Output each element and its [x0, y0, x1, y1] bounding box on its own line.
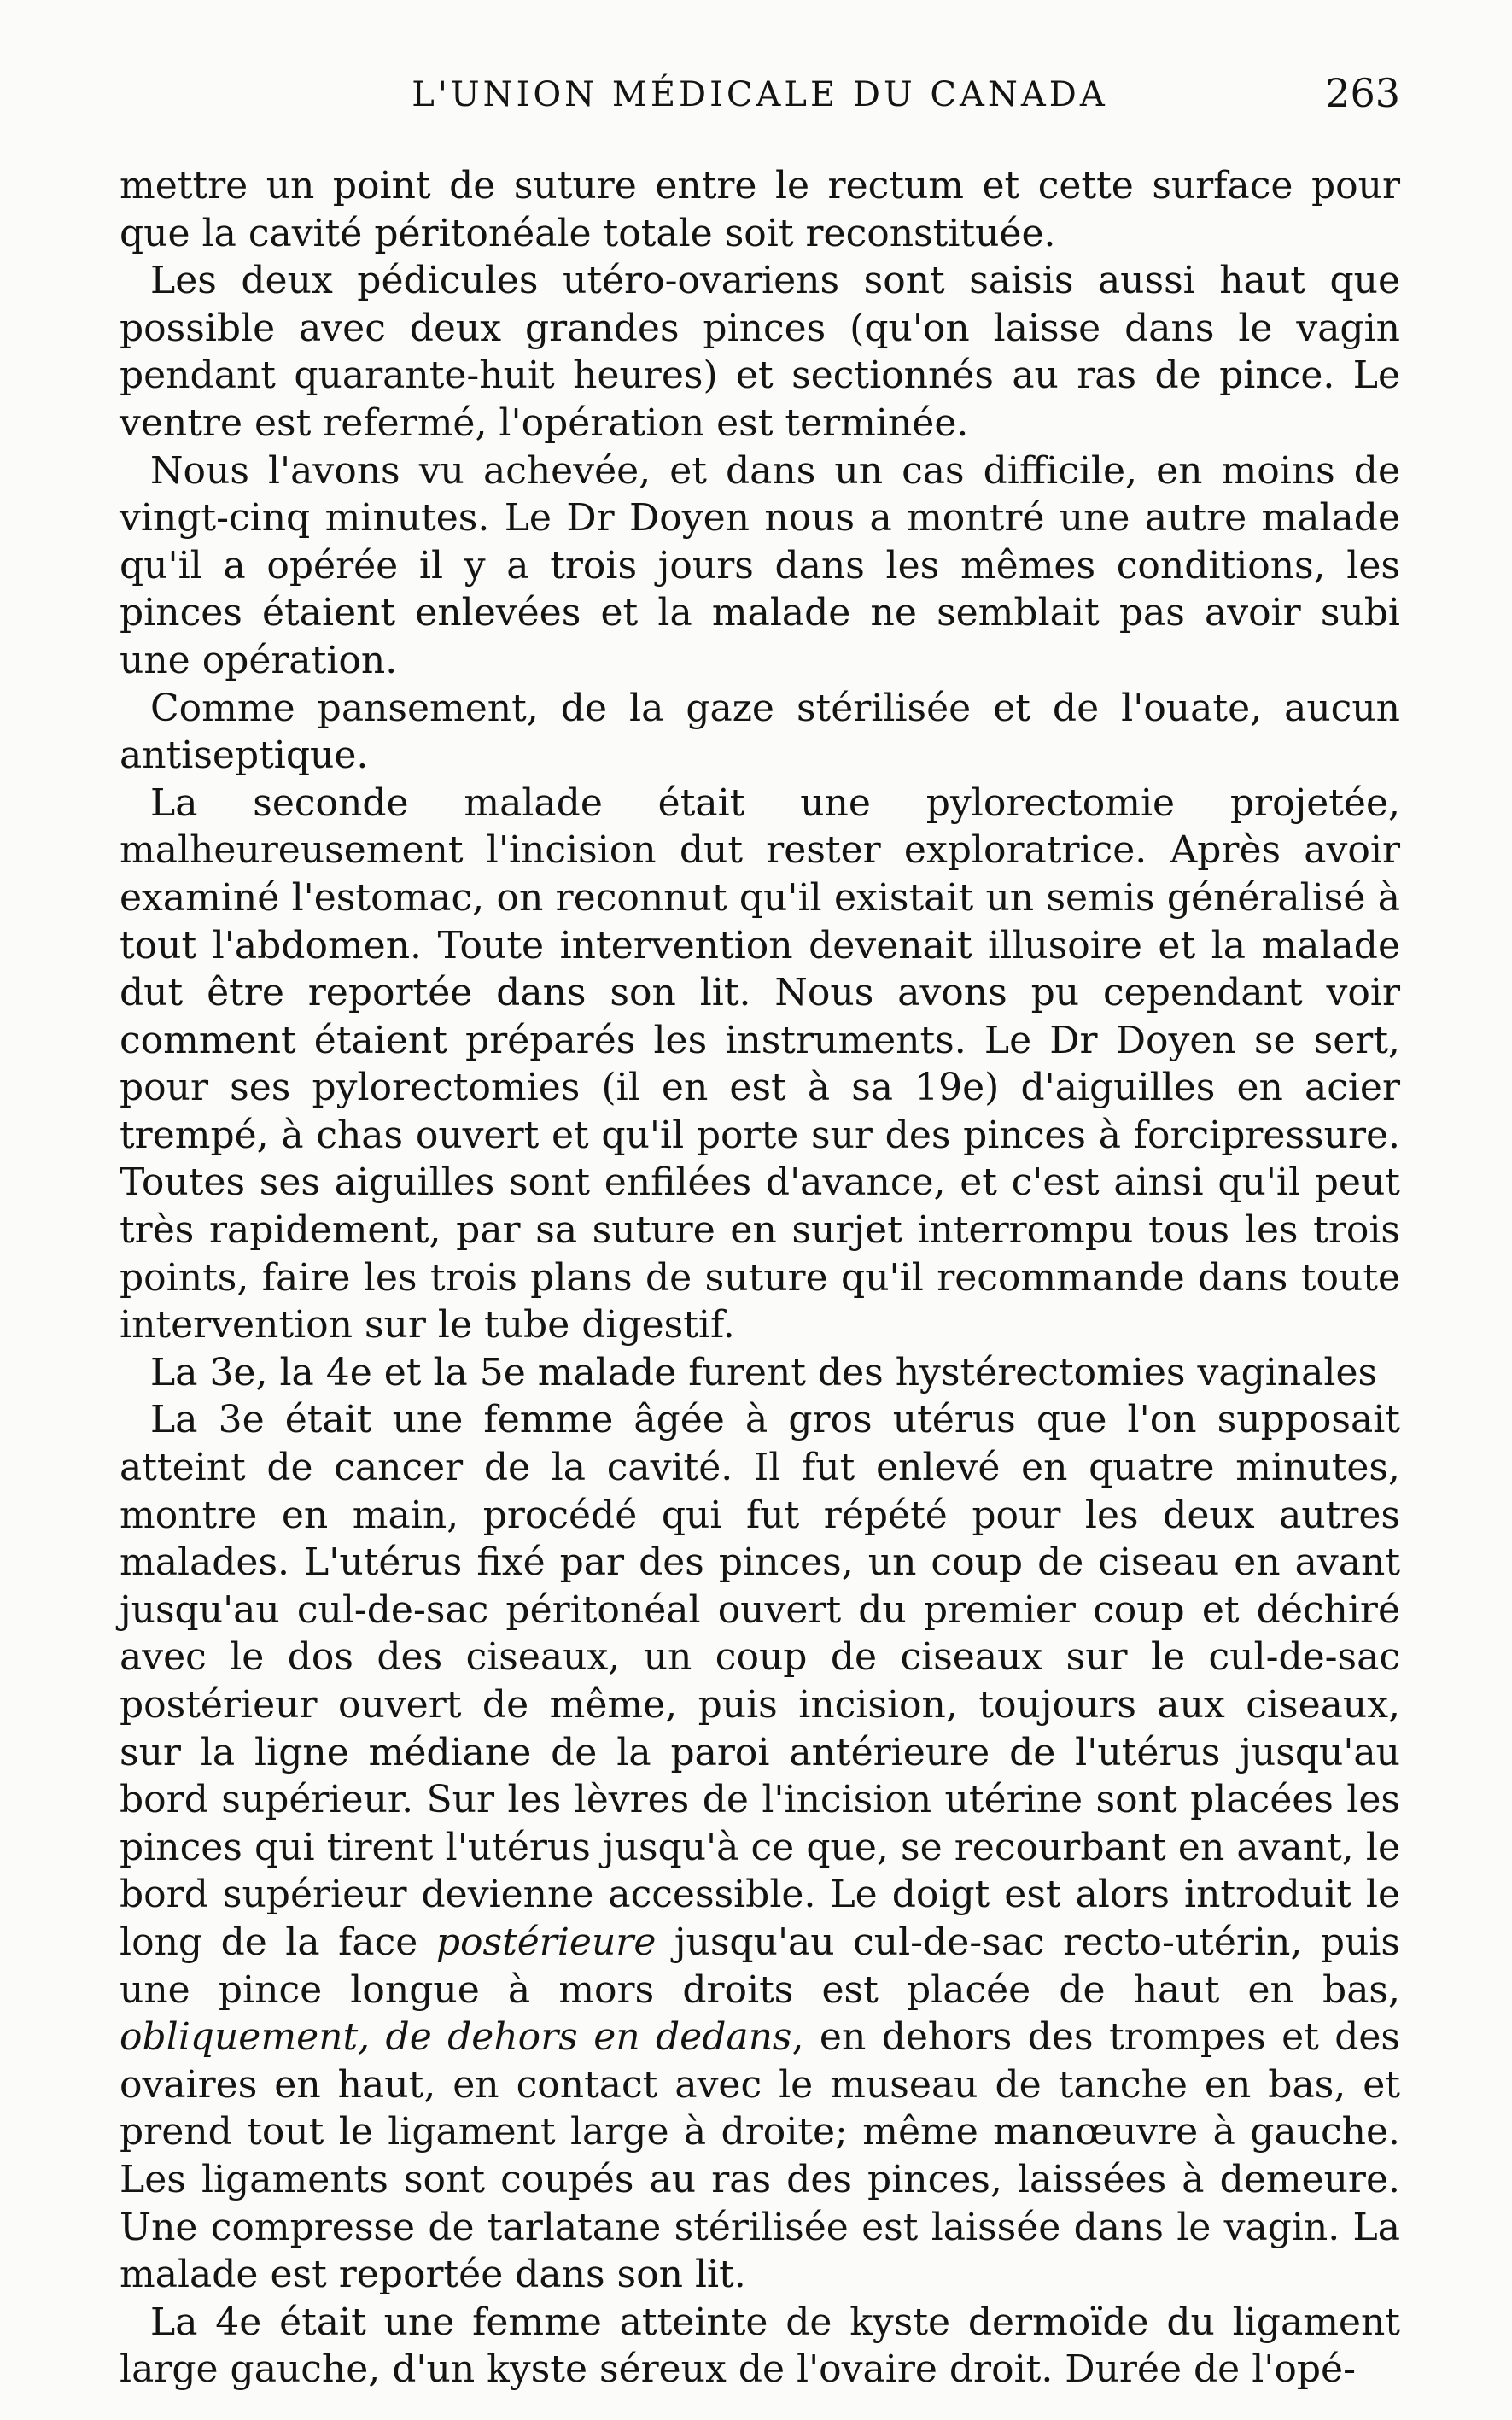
paragraph-7-italic-1: postérieure	[435, 1920, 657, 1964]
paragraph-5: La seconde malade était une pylorectomie projetée, malheureusement l'incision dut rester exploratrice. Après avoir examiné l'estomac, on reconnut qu'il existait un semis généralisé à tout l'abdomen. Toute intervention devenait illusoire et la malade dut être reportée dans son lit. Nous avons pu cependant voir comment étaient préparés les instruments. Le Dr Doyen se sert, pour ses pylorectomies (il en est à sa 19e) d'aiguilles en acier trempé, à chas ouvert et qu'il porte sur des pinces à forcipressure. Toutes ses aiguilles sont enfilées d'avance, et c'est ainsi qu'il peut très rapidement, par sa suture en surjet interrompu tous les trois points, faire les trois plans de suture qu'il recommande dans toute intervention sur le tube digestif.	[120, 780, 1400, 1347]
paragraph-3: Nous l'avons vu achevée, et dans un cas difficile, en moins de vingt-cinq minutes. Le Dr Doyen nous a montré une autre malade qu'il a opérée il y a trois jours dans les mêmes conditions, les pinces étaient enlevées et la malade ne semblait pas avoir subi une opération.	[120, 448, 1400, 682]
paragraph-7-italic-2: obliquement, de dehors en dedans	[120, 2015, 792, 2060]
page-header	[120, 70, 1400, 121]
paragraph-7-part-2: jusqu'au cul-de-sac recto-utérin, puis une pince longue à mors droits est placée de haut en bas,	[120, 1920, 1400, 2012]
paragraph-7-part-1: La 3e était une femme âgée à gros utérus que l'on supposait atteint de cancer de la cavité. Il fut enlevé en quatre minutes, montre en main, procédé qui fut répété pour les deux autres malades. L'utérus fixé par des pinces, un coup de ciseau en avant jusqu'au cul-de-sac péritonéal ouvert du premier coup et déchiré avec le dos des ciseaux, un coup de ciseaux sur le cul-de-sac postérieur ouvert de même, puis incision, toujours aux ciseaux, sur la ligne médiane de la paroi antérieure de l'utérus jusqu'au bord supérieur. Sur les lèvres de l'incision utérine sont placées les pinces qui tirent l'utérus jusqu'à ce que, se recourbant en avant, le bord supérieur devienne accessible. Le doigt est alors introduit le long de la face	[120, 1398, 1400, 1964]
paragraph-1: mettre un point de suture entre le rectum et cette surface pour que la cavité péritonéale totale soit reconstituée.	[120, 164, 1400, 255]
paragraph-4: Comme pansement, de la gaze stérilisée et de l'ouate, aucun antiseptique.	[120, 686, 1400, 778]
paragraph-6: La 3e, la 4e et la 5e malade furent des hystérectomies vaginales	[150, 1350, 1378, 1394]
page-number: 263	[1325, 70, 1400, 116]
running-title: L'UNION MÉDICALE DU CANADA	[412, 75, 1108, 114]
paragraph-7	[120, 1396, 1400, 2298]
paragraph-8: La 4e était une femme atteinte de kyste dermoïde du ligament large gauche, d'un kyste séreux de l'ovaire droit. Durée de l'opé-	[120, 2300, 1400, 2392]
paragraph-2: Les deux pédicules utéro-ovariens sont saisis aussi haut que possible avec deux grandes pinces (qu'on laisse dans le vagin pendant quarante-huit heures) et sectionnés au ras de pince. Le ventre est refermé, l'opération est terminée.	[120, 259, 1400, 445]
paragraph-7-part-3: , en dehors des trompes et des ovaires en haut, en contact avec le museau de tanche en bas, et prend tout le ligament large à droite; même manœuvre à gauche. Les ligaments sont coupés au ras des pinces, laissées à demeure. Une compresse de tarlatane stérilisée est laissée dans le vagin. La malade est reportée dans son lit.	[120, 2015, 1400, 2297]
body-text	[120, 162, 1400, 2394]
